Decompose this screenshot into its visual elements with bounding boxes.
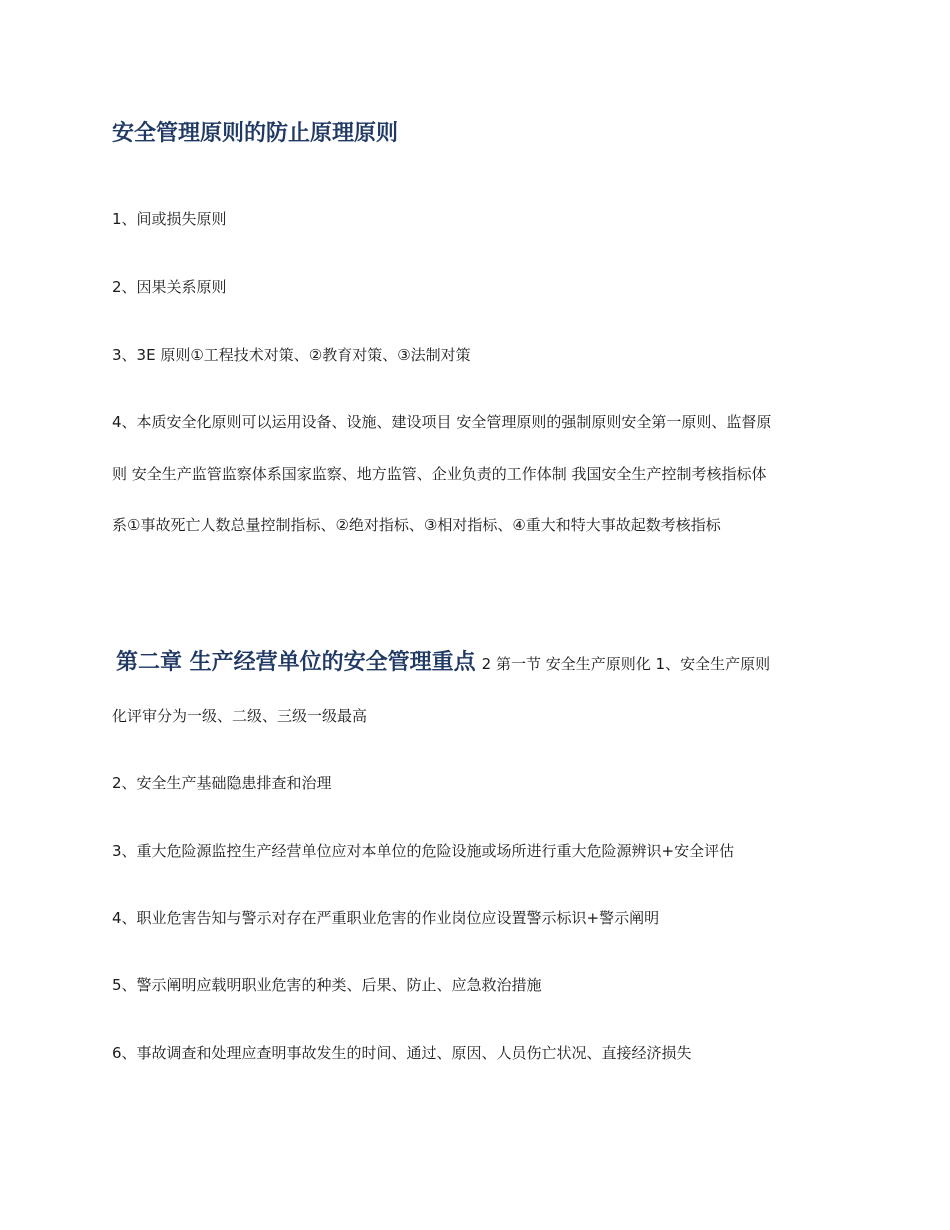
list-item: 5、警示阐明应载明职业危害的种类、后果、防止、应急救治措施 <box>112 976 542 994</box>
list-item: 2、安全生产基础隐患排查和治理 <box>112 774 332 792</box>
list-item: 4、职业危害告知与警示对存在严重职业危害的作业岗位应设置警示标识+警示阐明 <box>112 909 660 927</box>
list-item: 3、重大危险源监控生产经营单位应对本单位的危险设施或场所进行重大危险源辨识+安全评估 <box>112 842 735 860</box>
chapter-inline-text: 2 第一节 安全生产原则化 1、安全生产原则 <box>481 655 771 673</box>
section-heading: 安全管理原则的防止原理原则 <box>112 121 399 146</box>
paragraph-line: 化评审分为一级、二级、三级一级最高 <box>112 707 368 725</box>
chapter-title: 第二章 生产经营单位的安全管理重点 <box>116 650 476 675</box>
paragraph-line: 4、本质安全化原则可以运用设备、设施、建设项目 安全管理原则的强制原则安全第一原则、监督原 <box>112 413 772 431</box>
list-item: 2、因果关系原则 <box>112 278 227 296</box>
list-item: 3、3E 原则①工程技术对策、②教育对策、③法制对策 <box>112 346 471 364</box>
paragraph-line: 系①事故死亡人数总量控制指标、②绝对指标、③相对指标、④重大和特大事故起数考核指标 <box>112 516 721 534</box>
list-item: 1、间或损失原则 <box>112 210 227 228</box>
list-item: 6、事故调查和处理应查明事故发生的时间、通过、原因、人员伤亡状况、直接经济损失 <box>112 1044 692 1062</box>
paragraph-line: 则 安全生产监管监察体系国家监察、地方监管、企业负责的工作体制 我国安全生产控制考核指标体 <box>112 465 767 483</box>
chapter-heading-line <box>116 645 770 676</box>
